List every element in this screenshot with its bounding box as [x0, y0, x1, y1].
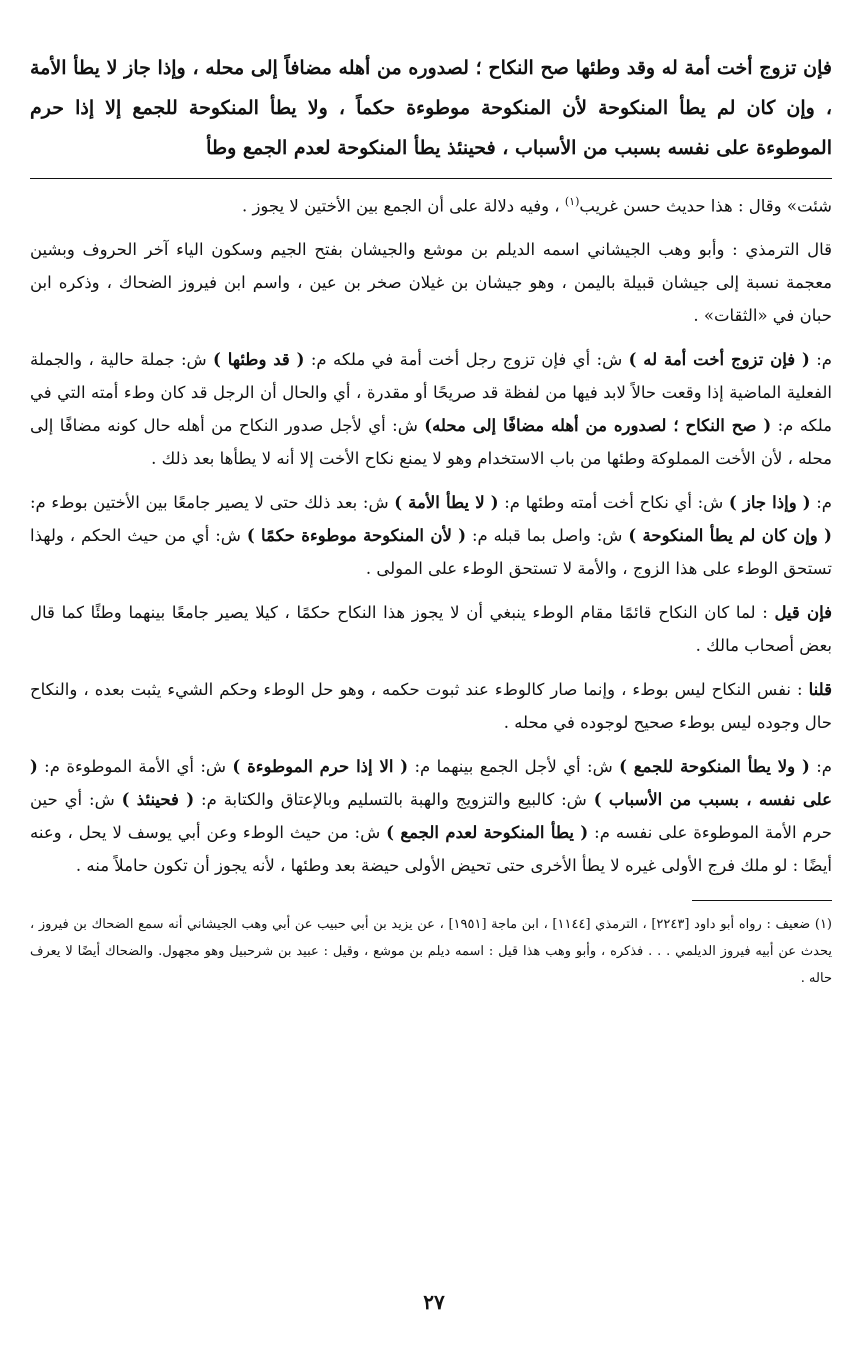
commentary-text: ش: من حيث الوطء وعن أبي يوسف لا يحل ، وعنه أيضًا : لو ملك فرج الأولى غيره لا يطأ الأخرى حتى تحيض الأولى حيضة بعد وطئها ، لأنه يجوز أن تكون حاملاً منه . — [30, 822, 832, 875]
commentary-text: ش: أي لأجل الجمع بينهما م: — [408, 756, 620, 776]
footnote-reference[interactable]: (١) — [564, 195, 580, 208]
commentary-paragraph-reply — [30, 673, 832, 739]
commentary-text: ش: أي الأمة الموطوءة م: — [37, 756, 233, 776]
quoted-matn: ( لأن المنكوحة موطوءة حكمًا ) — [246, 525, 467, 545]
quoted-matn: ( صح النكاح ؛ لصدوره من أهله مضافًا إلى محله) — [424, 415, 772, 435]
commentary-paragraph-objection — [30, 596, 832, 662]
matn-paragraph: فإن تزوج أخت أمة له وقد وطئها صح النكاح ؛ لصدوره من أهله مضافاً إلى محله ، وإذا جاز لا يطأ الأمة ، وإن كان لم يطأ المنكوحة لأن المنكوحة موطوءة حكماً ، ولا يطأ المنكوحة للجمع إلا إذا حرم الموطوءة على نفسه بسبب من الأسباب ، فحينئذ يطأ المنكوحة لعدم الجمع وطأ — [30, 57, 832, 159]
commentary-block — [30, 185, 832, 882]
commentary-text: : نفس النكاح ليس بوطء ، وإنما صار كالوطء عند ثبوت حكمه ، وهو حل الوطء وحكم الشيء يثبت بعده ، والنكاح حال وجوده ليس بوطء صحيح لوجوده في محله . — [30, 679, 832, 732]
quoted-matn: ( فإن تزوج أخت أمة له ) — [628, 349, 810, 369]
commentary-text: ش: أي فإن تزوج رجل أخت أمة في ملكه م: — [304, 349, 629, 369]
commentary-text: ش: أي نكاح أخت أمته وطئها م: — [498, 492, 729, 512]
quoted-matn: ( لا يطأ الأمة ) — [394, 492, 499, 512]
reply-label: قلنا — [808, 679, 832, 699]
marker-text: م: — [810, 492, 832, 512]
page-content — [30, 48, 832, 992]
commentary-text: : لما كان النكاح قائمًا مقام الوطء ينبغي أن لا يجوز هذا النكاح حكمًا ، كيلا يصير جامعًا بينهما وطئًا كما قال بعض أصحاب مالك . — [30, 602, 832, 655]
matn-divider — [30, 178, 832, 179]
quoted-matn: ( وإذا جاز ) — [728, 492, 811, 512]
commentary-paragraph-marriage — [30, 343, 832, 475]
quoted-matn: ( ولا يطأ المنكوحة للجمع ) — [619, 756, 810, 776]
footnote-block — [30, 911, 832, 992]
commentary-text: ش: أي لأجل صدور النكاح من أهله حال كونه مضافًا إلى محله ، لأن الأخت المملوكة وطئها من باب الاستخدام وهو لا يمنع نكاح الأخت إلا أنه لا يطأها بعد ذلك . — [30, 415, 832, 468]
footnote-text: (١) ضعيف : رواه أبو داود [٢٢٤٣] ، الترمذي [١١٤٤] ، ابن ماجة [١٩٥١] ، عن يزيد بن أبي حبيب عن أبي وهب الجيشاني أنه سمع الضحاك بن فيروز ، يحدث عن أبيه فيروز الديلمي . . . فذكره ، وأبو وهب هذا قيل : اسمه ديلم بن موشع ، وقيل : عبيد بن شرحبيل وهو مجهول. والضحاك أيضًا لا يعرف حاله . — [30, 916, 832, 986]
quoted-matn: ( على نفسه ، بسبب من الأسباب ) — [30, 756, 832, 809]
hadith-grading-text: شئت» وقال : هذا حديث حسن غريب — [579, 196, 832, 216]
commentary-text: ش: جملة حالية ، والجملة الفعلية الماضية إذا وقعت حالاً لابد فيها من لفظة قد صريحًا أو مقدرة ، أي والحال أن الرجل قد كان وطء أمته التي في ملكه م: — [30, 349, 833, 435]
commentary-text: ش: بعد ذلك حتى لا يصير جامعًا بين الأختين بوطء م: — [30, 492, 395, 512]
commentary-text: ش: واصل بما قبله م: — [466, 525, 629, 545]
quoted-matn: ( الا إذا حرم الموطوءة ) — [232, 756, 409, 776]
quoted-matn: ( قد وطئها ) — [213, 349, 305, 369]
marker-text: م: — [809, 756, 832, 776]
commentary-paragraph-tirmidhi: قال الترمذي : وأبو وهب الجيشاني اسمه الديلم بن موشع والجيشان بفتح الجيم وسكون الياء آخر الحروف وبشين معجمة نسبة إلى جيشان قبيلة باليمن ، وهو جيشان بن غيلان صخر بن عين ، واسم ابن فيروز الضحاك ، وذكره ابن حبان في «الثقات» . — [30, 239, 832, 325]
marker-text: م: — [809, 349, 832, 369]
matn-text-block — [30, 48, 832, 168]
objection-label: فإن قيل — [774, 602, 833, 622]
commentary-text: ش: أي حين حرم الأمة الموطوءة على نفسه م: — [30, 789, 833, 842]
footnote-divider — [692, 900, 832, 901]
commentary-text: ش: أي من حيث الحكم ، ولهذا تستحق الوطء على هذا الزوج ، والأمة لا تستحق الوطء على المولى . — [30, 525, 832, 578]
hadith-grading-line — [30, 185, 832, 223]
page-number: ٢٧ — [423, 1290, 445, 1314]
commentary-paragraph-permitted — [30, 486, 832, 585]
commentary-paragraph-joining — [30, 750, 832, 882]
quoted-matn: ( يطأ المنكوحة لعدم الجمع ) — [386, 822, 589, 842]
hadith-grading-tail: ، وفيه دلالة على أن الجمع بين الأختين لا يجوز . — [241, 196, 565, 216]
quoted-matn: ( وإن كان لم يطأ المنكوحة ) — [628, 525, 832, 545]
commentary-text: ش: كالبيع والتزويج والهبة بالتسليم وبالإعتاق والكتابة م: — [194, 789, 594, 809]
quoted-matn: ( فحينئذ ) — [121, 789, 195, 809]
